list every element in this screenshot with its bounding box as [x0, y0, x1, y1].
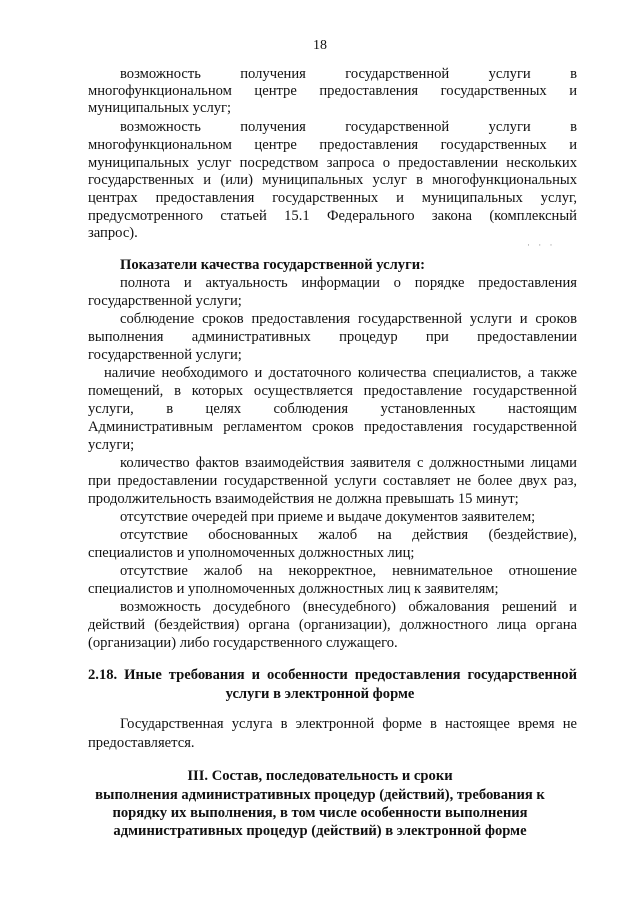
- text-line: при предоставлении государственной услуги составляет не более двух раз,: [88, 473, 577, 489]
- text-line: муниципальных услуг;: [88, 100, 232, 116]
- text-line: выполнения административных процедур при предоставлении: [88, 329, 577, 345]
- text-line: предоставляется.: [88, 735, 195, 751]
- text-line: помещений, в которых осуществляется предоставление государственной: [88, 383, 577, 399]
- text-line: возможность досудебного (внесудебного) обжалования решений и: [120, 599, 577, 615]
- text-line: количество фактов взаимодействия заявителя с должностными лицами: [120, 455, 577, 471]
- text-line: предусмотренного статьей 15.1 Федерального закона (комплексный: [88, 208, 577, 224]
- text-line: запрос).: [88, 225, 138, 241]
- text-line: государственной услуги;: [88, 347, 242, 363]
- chapter-heading: выполнения административных процедур (действий), требования к: [95, 787, 545, 803]
- text-line: наличие необходимого и достаточного количества специалистов, а также: [104, 365, 577, 381]
- scan-artifact: · · ·: [527, 240, 556, 250]
- text-line: полнота и актуальность информации о порядке предоставления: [120, 275, 577, 291]
- text-line: (организации) либо государственного служащего.: [88, 635, 398, 651]
- section-heading: услуги в электронной форме: [225, 686, 415, 702]
- chapter-heading: III. Состав, последовательность и сроки: [187, 768, 453, 784]
- text-line: государственной услуги;: [88, 293, 242, 309]
- text-line: Административным регламентом сроков предоставления государственной: [88, 419, 577, 435]
- text-line: многофункциональном центре предоставления государственных и: [88, 137, 577, 153]
- text-line: услуги;: [88, 437, 135, 453]
- text-line: многофункциональном центре предоставления государственных и: [88, 83, 577, 99]
- text-line: действий (бездействия) органа (организации), должностного лица органа: [88, 617, 577, 633]
- text-line: государственных и (или) муниципальных услуг в многофункциональных: [88, 172, 577, 188]
- text-line: центрах предоставления государственных и муниципальных услуг,: [88, 190, 577, 206]
- section-heading: 2.18. Иные требования и особенности предоставления государственной: [88, 667, 577, 683]
- text-line: специалистов и уполномоченных должностных лиц;: [88, 545, 415, 561]
- page-number: 18: [313, 38, 327, 53]
- chapter-heading: порядку их выполнения, в том числе особенности выполнения: [112, 805, 528, 821]
- text-line: отсутствие жалоб на некорректное, невнимательное отношение: [120, 563, 577, 579]
- section-heading: Показатели качества государственной услуги:: [120, 257, 425, 273]
- text-line: возможность получения государственной услуги в: [120, 66, 577, 82]
- text-line: специалистов и уполномоченных должностных лиц к заявителям;: [88, 581, 499, 597]
- text-line: услуги, в целях соблюдения установленных настоящим: [88, 401, 577, 417]
- text-line: Государственная услуга в электронной форме в настоящее время не: [120, 716, 577, 732]
- text-line: продолжительность взаимодействия не должна превышать 15 минут;: [88, 491, 519, 507]
- text-line: муниципальных услуг посредством запроса о предоставлении нескольких: [88, 155, 577, 171]
- text-line: соблюдение сроков предоставления государственной услуги и сроков: [120, 311, 577, 327]
- text-line: возможность получения государственной услуги в: [120, 119, 577, 135]
- text-line: отсутствие очередей при приеме и выдаче документов заявителем;: [120, 509, 536, 525]
- chapter-heading: административных процедур (действий) в электронной форме: [113, 823, 527, 839]
- text-line: отсутствие обоснованных жалоб на действия (бездействие),: [120, 527, 577, 543]
